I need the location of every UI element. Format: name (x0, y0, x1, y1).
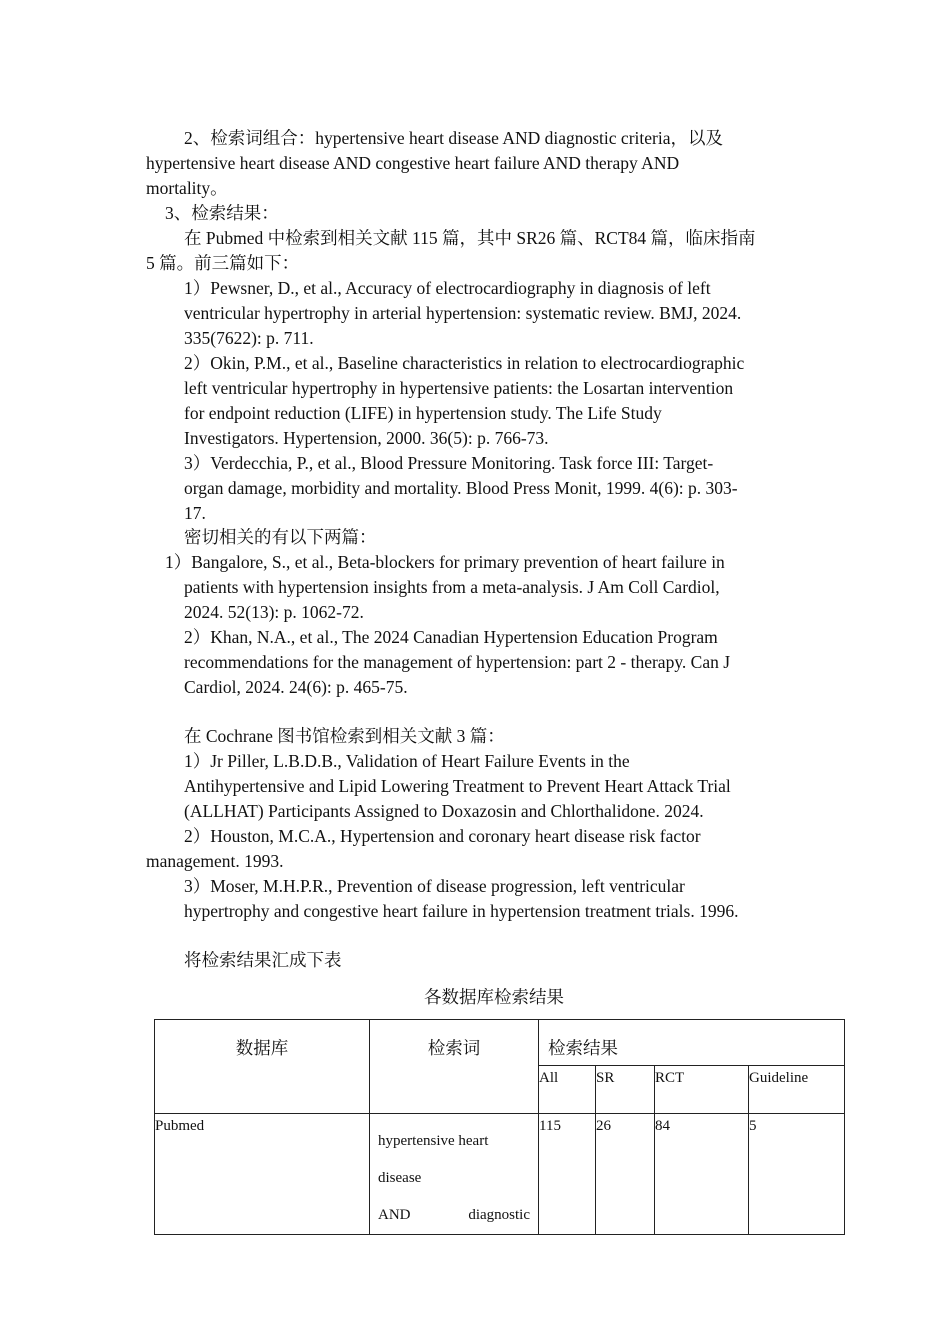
keywords-and: AND (378, 1207, 411, 1223)
cell-sr: 26 (596, 1114, 655, 1235)
keywords-line1: hypertensive heart disease (378, 1133, 489, 1186)
pubmed-ref-2-line1: 2）Okin, P.M., et al., Baseline characteristics in relation to electrocardiographic (184, 353, 745, 373)
header-rct: RCT (655, 1066, 749, 1114)
header-database: 数据库 (155, 1020, 370, 1114)
cochrane-ref-1-line3: (ALLHAT) Participants Assigned to Doxazosin and Chlorthalidone. 2024. (184, 801, 704, 821)
pubmed-ref-1-line2: ventricular hypertrophy in arterial hypertension: systematic review. BMJ, 2024. (184, 303, 742, 323)
results-table (154, 1019, 845, 1235)
table-header-row (155, 1020, 845, 1066)
cochrane-ref-1-line2: Antihypertensive and Lipid Lowering Treatment to Prevent Heart Attack Trial (184, 776, 731, 796)
pubmed-ref-2-line3: for endpoint reduction (LIFE) in hypertension study. The Life Study (184, 403, 662, 423)
keywords-diagnostic: diagnostic (468, 1207, 530, 1223)
pubmed-ref-1-line3: 335(7622): p. 711. (184, 328, 314, 348)
pubmed-ref-1-line1: 1）Pewsner, D., et al., Accuracy of electrocardiography in diagnosis of left (184, 278, 711, 298)
related-ref-2-line2: recommendations for the management of hypertension: part 2 - therapy. Can J (184, 652, 731, 672)
pubmed-ref-3-line1: 3）Verdecchia, P., et al., Blood Pressure Monitoring. Task force III: Target- (184, 453, 714, 473)
pubmed-ref-3-line2: organ damage, morbidity and mortality. Blood Press Monit, 1999. 4(6): p. 303- (184, 478, 738, 498)
related-ref-1-line1: 1）Bangalore, S., et al., Beta-blockers for primary prevention of heart failure in (165, 552, 725, 572)
cochrane-ref-2-line1: 2）Houston, M.C.A., Hypertension and coronary heart disease risk factor (184, 826, 701, 846)
summary-line: 将检索结果汇成下表 (184, 950, 342, 970)
related-ref-2-line1: 2）Khan, N.A., et al., The 2024 Canadian Hypertension Education Program (184, 627, 718, 647)
header-all: All (539, 1066, 596, 1114)
search-terms-line3: mortality。 (146, 178, 228, 198)
pubmed-ref-2-line4: Investigators. Hypertension, 2000. 36(5): p. 766-73. (184, 428, 549, 448)
pubmed-intro-line1: 在 Pubmed 中检索到相关文献 115 篇，其中 SR26 篇、RCT84 篇，临床指南 (184, 228, 756, 248)
cochrane-ref-3-line2: hypertrophy and congestive heart failure in hypertension treatment trials. 1996. (184, 901, 739, 921)
cochrane-ref-2-line2: management. 1993. (146, 851, 284, 871)
keywords-line2 (378, 1197, 530, 1234)
closely-related-heading: 密切相关的有以下两篇： (184, 527, 377, 547)
cell-database: Pubmed (155, 1114, 370, 1235)
pubmed-intro-line2: 5 篇。前三篇如下： (146, 253, 300, 273)
header-results: 检索结果 (539, 1020, 845, 1066)
cochrane-intro: 在 Cochrane 图书馆检索到相关文献 3 篇： (184, 726, 505, 746)
header-sr: SR (596, 1066, 655, 1114)
pubmed-ref-2-line2: left ventricular hypertrophy in hypertensive patients: the Losartan intervention (184, 378, 734, 398)
related-ref-2-line3: Cardiol, 2024. 24(6): p. 465-75. (184, 677, 408, 697)
header-guideline: Guideline (749, 1066, 845, 1114)
cell-guideline: 5 (749, 1114, 845, 1235)
pubmed-ref-3-line3: 17. (184, 503, 206, 523)
table-row (155, 1114, 845, 1235)
cell-rct: 84 (655, 1114, 749, 1235)
cochrane-ref-3-line1: 3）Moser, M.H.P.R., Prevention of disease progression, left ventricular (184, 876, 685, 896)
search-terms-line2: hypertensive heart disease AND congestive heart failure AND therapy AND (146, 153, 680, 173)
search-terms-line1: 2、检索词组合：hypertensive heart disease AND diagnostic criteria，以及 (184, 128, 723, 148)
results-heading: 3、检索结果： (165, 203, 279, 223)
related-ref-1-line2: patients with hypertension insights from a meta-analysis. J Am Coll Cardiol, (184, 577, 720, 597)
table-caption: 各数据库检索结果 (424, 987, 564, 1007)
cochrane-ref-1-line1: 1）Jr Piller, L.B.D.B., Validation of Heart Failure Events in the (184, 751, 630, 771)
header-keywords: 检索词 (370, 1020, 539, 1114)
cell-keywords (370, 1114, 539, 1235)
cell-all: 115 (539, 1114, 596, 1235)
related-ref-1-line3: 2024. 52(13): p. 1062-72. (184, 602, 364, 622)
